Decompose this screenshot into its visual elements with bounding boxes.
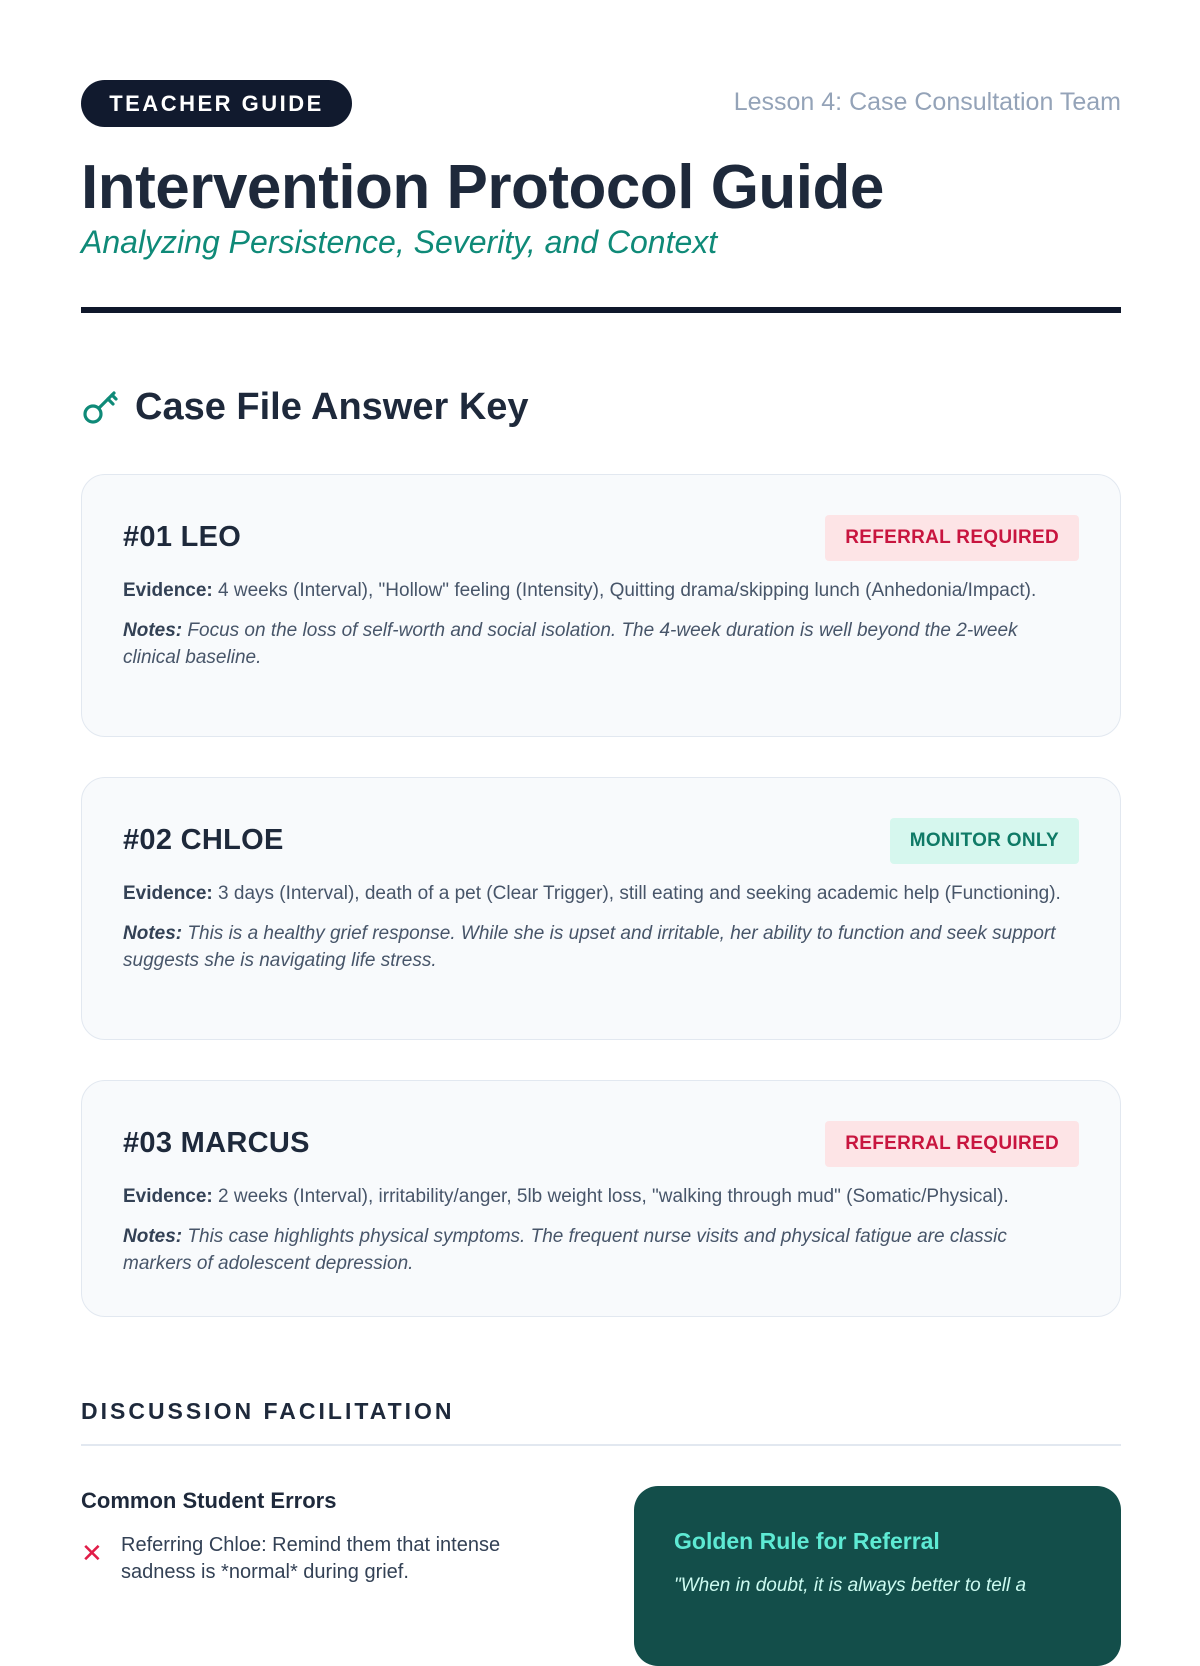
case-evidence xyxy=(123,880,1079,907)
header-divider xyxy=(81,307,1121,313)
x-icon: ✕ xyxy=(81,1538,103,1568)
evidence-text: 2 weeks (Interval), irritability/anger, 5lb weight loss, "walking through mud" (Somatic/Physical). xyxy=(218,1186,1009,1207)
key-icon xyxy=(81,387,121,427)
case-title: #03 MARCUS xyxy=(123,1127,310,1159)
case-evidence xyxy=(123,577,1079,604)
case-title: #02 CHLOE xyxy=(123,824,284,856)
case-notes xyxy=(123,617,1079,671)
notes-text: Focus on the loss of self-worth and social isolation. The 4-week duration is well beyond the 2-week clinical baseline. xyxy=(123,620,1018,668)
golden-rule-quote: "When in doubt, it is always better to tell a xyxy=(674,1575,1027,1596)
status-badge: REFERRAL REQUIRED xyxy=(825,515,1079,561)
section-title: Case File Answer Key xyxy=(135,385,529,428)
evidence-text: 4 weeks (Interval), "Hollow" feeling (Intensity), Quitting drama/skipping lunch (Anhedonia/Impact). xyxy=(218,580,1037,601)
status-badge: MONITOR ONLY xyxy=(890,818,1079,864)
case-card-header xyxy=(123,515,1079,561)
page-subtitle: Analyzing Persistence, Severity, and Context xyxy=(81,224,718,260)
error-text: Referring Chloe: Remind them that intense sadness is *normal* during grief. xyxy=(121,1534,501,1583)
notes-label: Notes: xyxy=(123,1226,183,1247)
case-notes xyxy=(123,920,1079,974)
case-notes xyxy=(123,1223,1079,1277)
evidence-label: Evidence: xyxy=(123,580,213,601)
case-evidence xyxy=(123,1183,1079,1210)
notes-label: Notes: xyxy=(123,923,183,944)
golden-rule-title: Golden Rule for Referral xyxy=(674,1528,940,1554)
notes-text: This case highlights physical symptoms. The frequent nurse visits and physical fatigue are classic markers of adolescent depression. xyxy=(123,1226,1007,1274)
lesson-label: Lesson 4: Case Consultation Team xyxy=(733,88,1121,116)
case-card-marcus xyxy=(81,1080,1121,1317)
case-card-leo xyxy=(81,474,1121,737)
teacher-guide-badge: TEACHER GUIDE xyxy=(81,80,352,127)
header xyxy=(81,80,1121,128)
case-card-header xyxy=(123,1121,1079,1167)
notes-label: Notes: xyxy=(123,620,183,641)
section-heading xyxy=(81,383,529,431)
errors-title: Common Student Errors xyxy=(81,1488,337,1513)
golden-rule-card xyxy=(634,1486,1121,1666)
evidence-label: Evidence: xyxy=(123,1186,213,1207)
case-card-header xyxy=(123,818,1079,864)
discussion-title: DISCUSSION FACILITATION xyxy=(81,1398,455,1424)
error-item xyxy=(81,1532,541,1586)
evidence-text: 3 days (Interval), death of a pet (Clear Trigger), still eating and seeking academic help (Functioning). xyxy=(218,883,1061,904)
notes-text: This is a healthy grief response. While she is upset and irritable, her ability to function and seek support suggests she is navigating life stress. xyxy=(123,923,1056,971)
case-card-chloe xyxy=(81,777,1121,1040)
page-title: Intervention Protocol Guide xyxy=(81,153,884,222)
status-badge: REFERRAL REQUIRED xyxy=(825,1121,1079,1167)
evidence-label: Evidence: xyxy=(123,883,213,904)
case-title: #01 LEO xyxy=(123,521,242,553)
discussion-divider xyxy=(81,1444,1121,1446)
